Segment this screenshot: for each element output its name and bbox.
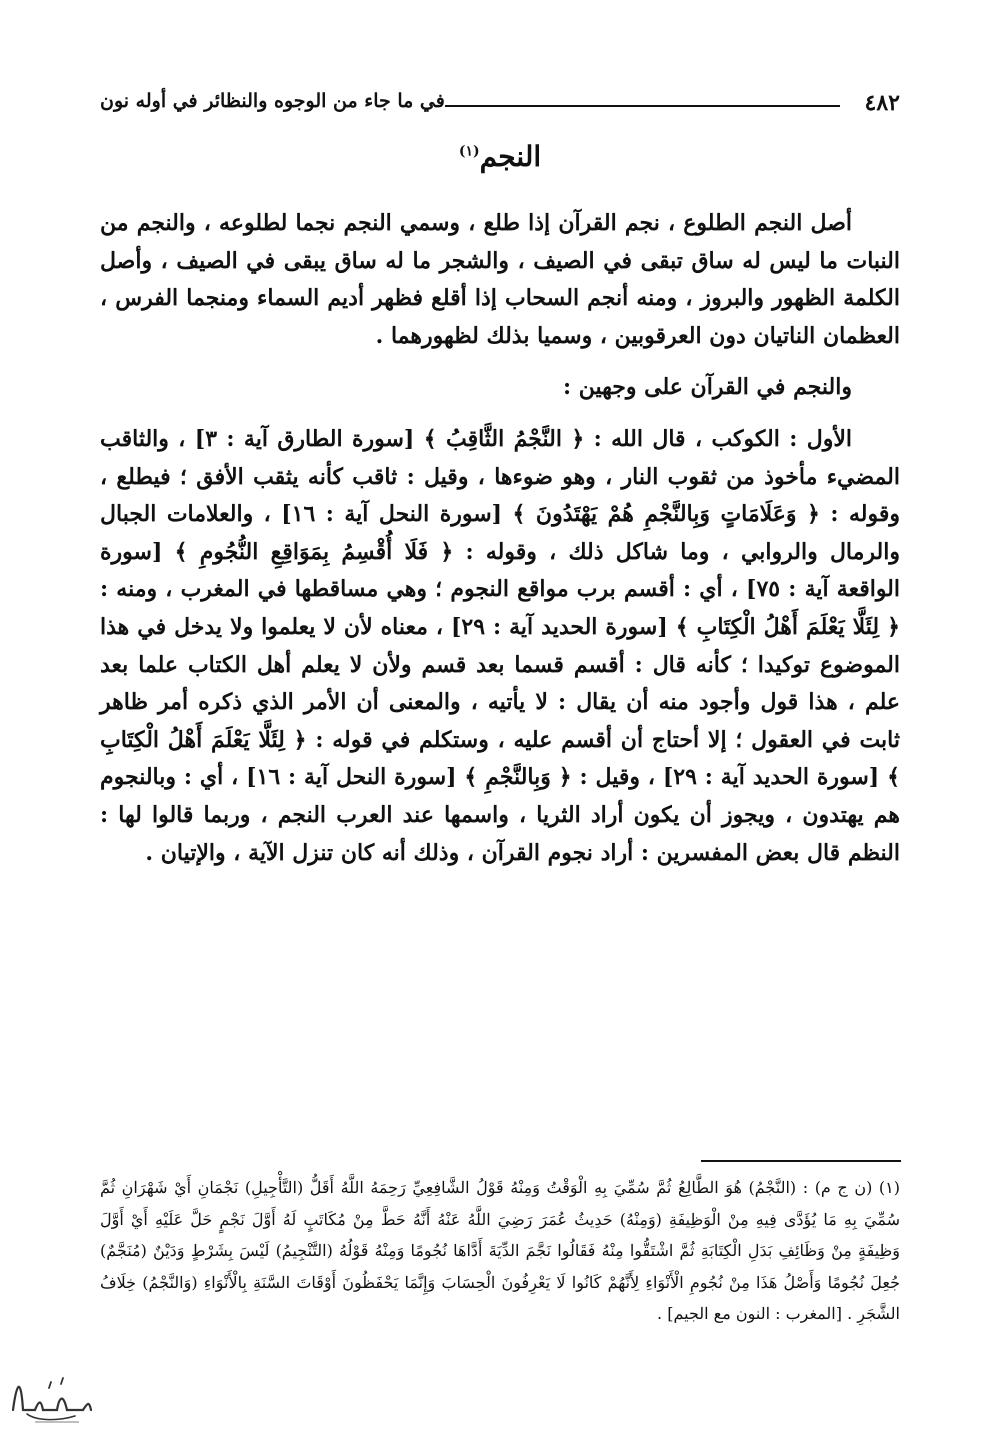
header-rule (445, 105, 840, 107)
calligraphy-logo-icon (5, 1370, 95, 1426)
footnote-ref: (١) (458, 143, 480, 160)
footnote: (١) (ن ج م) : (النَّجْمُ) هُوَ الطَّالِعُ ثُمَّ سُمِّيَ بِهِ الْوَقْتُ وَمِنْهُ قَوْلُ الشَّافِعِيِّ رَحِمَهُ اللَّهُ أَقَلُّ (التَّأْجِيلِ) نَجْمَانِ أَيْ شَهْرَانِ ثُمَّ سُمِّيَ بِهِ مَا يُؤَدَّى فِيهِ مِنْ الْوَظِيفَةِ (وَمِنْهُ) حَدِيثُ عُمَرَ رَضِيَ اللَّهُ عَنْهُ أَنَّهُ حَطَّ مِنْ مُكَاتَبٍ لَهُ أَوَّلَ نَجْمٍ حَلَّ عَلَيْهِ أَيْ أَوَّلَ وَظِيفَةٍ مِنْ وَظَائِفِ بَدَلِ الْكِتَابَةِ ثُمَّ اشْتَقُّوا مِنْهُ فَقَالُوا نَجَّمَ الدِّيَةَ أَدَّاهَا نُجُومًا وَمِنْهُ قَوْلُهُ (التَّنْجِيمُ) لَيْسَ بِشَرْطٍ وَدَيْنٌ (مُنَجَّمٌ) جُعِلَ نُجُومًا وَأَصْلُ هَذَا مِنْ نُجُومِ الْأَنْوَاءِ لِأَنَّهُمْ كَانُوا لَا يَعْرِفُونَ الْحِسَابَ وَإِنَّمَا يَحْفَظُونَ أَوْقَاتَ السَّنَةِ بِالْأَنْوَاءِ (وَالنَّجْمُ) خِلَافُ الشَّجَرِ . [المغرب : النون مع الجيم] . (100, 1178, 900, 1323)
paragraph: الأول : الكوكب ، قال الله : ﴿ النَّجْمُ الثَّاقِبُ ﴾ [سورة الطارق آية : ٣] ، والثاقب المضيء مأخوذ من ثقوب النار ، وهو ضوءها ، وقيل : ثاقب كأنه يثقب الأفق ؛ فيطلع ، وقوله : ﴿ وَعَلَامَاتٍ وَبِالنَّجْمِ هُمْ يَهْتَدُونَ ﴾ [سورة النحل آية : ١٦] ، والعلامات الجبال والرمال والروابي ، وما شاكل ذلك ، وقوله : ﴿ فَلَا أُقْسِمُ بِمَوَاقِعِ النُّجُومِ ﴾ [سورة الواقعة آية : ٧٥] ، أي : أقسم برب مواقع النجوم ؛ وهي مساقطها في المغرب ، ومنه : ﴿ لِئَلَّا يَعْلَمَ أَهْلُ الْكِتَابِ ﴾ [سورة الحديد آية : ٢٩] ، معناه لأن لا يعلموا ولا يدخل في هذا الموضوع توكيدا ؛ كأنه قال : أقسم قسما بعد قسم ولأن لا يعلم أهل الكتاب علما بعد علم ، هذا قول وأجود منه أن يقال : لا يأتيه ، والمعنى أن الأمر الذي ذكره أمر ظاهر ثابت في العقول ؛ إلا أحتاج أن أقسم عليه ، وستكلم في قوله : ﴿ لِئَلَّا يَعْلَمَ أَهْلُ الْكِتَابِ ﴾ [سورة الحديد آية : ٢٩] ، وقيل : ﴿ وَبِالنَّجْمِ ﴾ [سورة النحل آية : ١٦] ، أي : وبالنجوم هم يهتدون ، ويجوز أن يكون أراد الثريا ، واسمها عند العرب النجم ، وربما قالوا لها : النظم قال بعض المفسرين : أراد نجوم القرآن ، وذلك أنه كان تنزل الآية ، والإتيان . (100, 425, 900, 866)
paragraph: والنجم في القرآن على وجهين : (562, 374, 852, 401)
running-title: في ما جاء من الوجوه والنظائر في أوله نون (100, 90, 445, 112)
footnotes (100, 1172, 900, 1330)
body-text (100, 205, 900, 872)
section-title (100, 140, 900, 173)
paragraph: أصل النجم الطلوع ، نجم القرآن إذا طلع ، وسمي النجم نجما لطلوعه ، والنجم من النبات ما ليس له ساق تبقى في الصيف ، والشجر ما له ساق يبقى في الصيف ، وأصل الكلمة الظهور والبروز ، ومنه أنجم السحاب إذا أقلع فظهر أديم السماء ومنجما الفرس ، العظمان الناتيان دون العرقوبين ، وسميا بذلك لظهورهما . (100, 210, 900, 349)
page-header (100, 88, 900, 122)
section-title-text: النجم (479, 140, 542, 173)
footnote-rule (701, 1160, 901, 1162)
page-number: ٤٨٢ (864, 90, 900, 116)
